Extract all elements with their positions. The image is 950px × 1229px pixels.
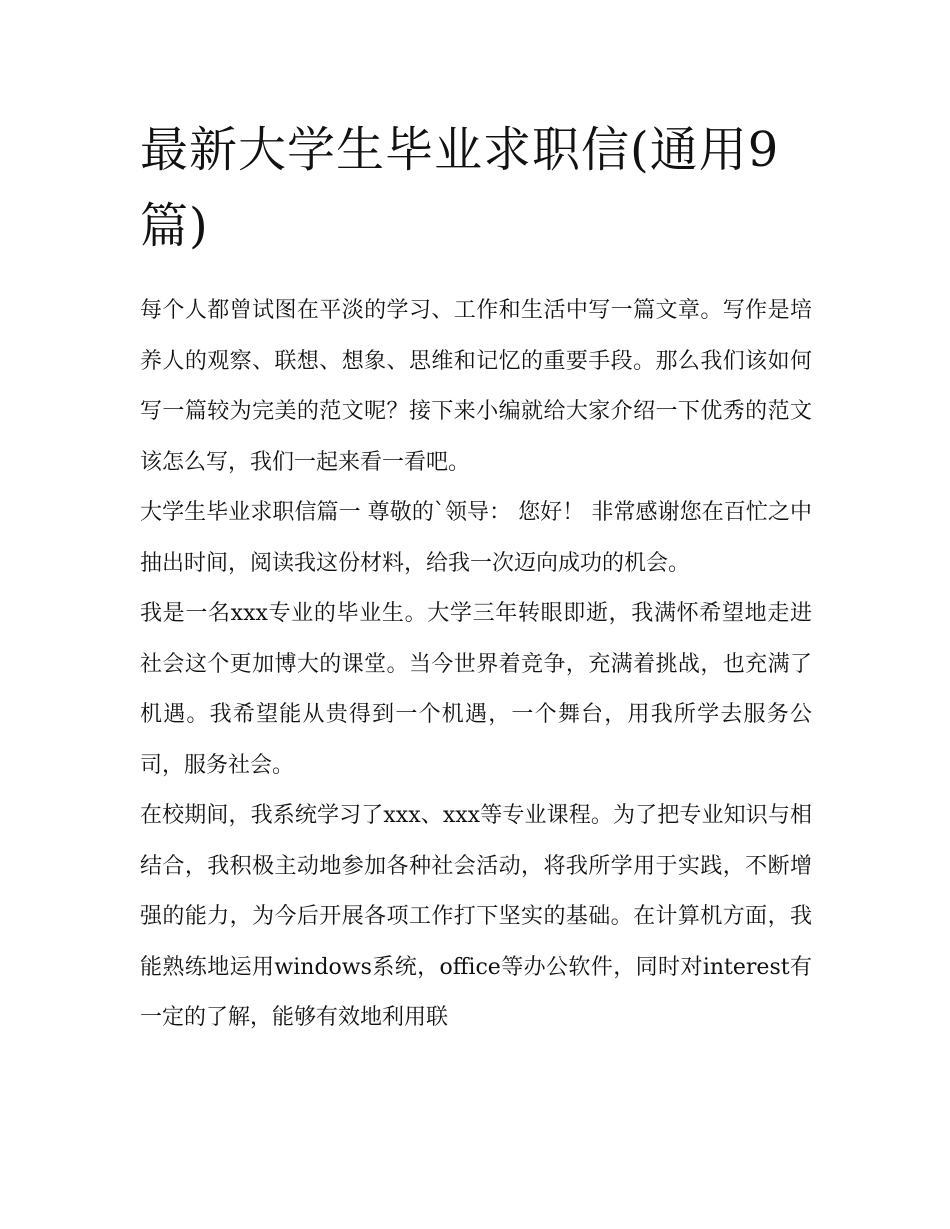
paragraph-study: 在校期间，我系统学习了xxx、xxx等专业课程。为了把专业知识与相结合，我积极主动地参加各种社会活动，将我所学用于实践，不断增强的能力，为今后开展各项工作打下坚实的基础。在计算机方面，我能熟练地运用windows系统，office等办公软件，同时对interest有一定的了解，能够有效地利用联 [140,803,812,1030]
paragraph-intro: 每个人都曾试图在平淡的学习、工作和生活中写一篇文章。写作是培养人的观察、联想、想象、思维和记忆的重要手段。那么我们该如何写一篇较为完美的范文呢？接下来小编就给大家介绍一下优秀的范文该怎么写，我们一起来看一看吧。 [140,298,812,475]
paragraph-self-intro: 我是一名xxx专业的毕业生。大学三年转眼即逝，我满怀希望地走进社会这个更加博大的课堂。当今世界着竞争，充满着挑战，也充满了机遇。我希望能从贵得到一个机遇，一个舞台，用我所学去服务公司，服务社会。 [140,601,812,778]
document-page [140,112,812,1044]
paragraph-greeting: 大学生毕业求职信篇一 尊敬的`领导： 您好！ 非常感谢您在百忙之中抽出时间，阅读我这份材料，给我一次迈向成功的机会。 [140,500,812,576]
document-title: 最新大学生毕业求职信(通用9篇) [140,122,780,254]
